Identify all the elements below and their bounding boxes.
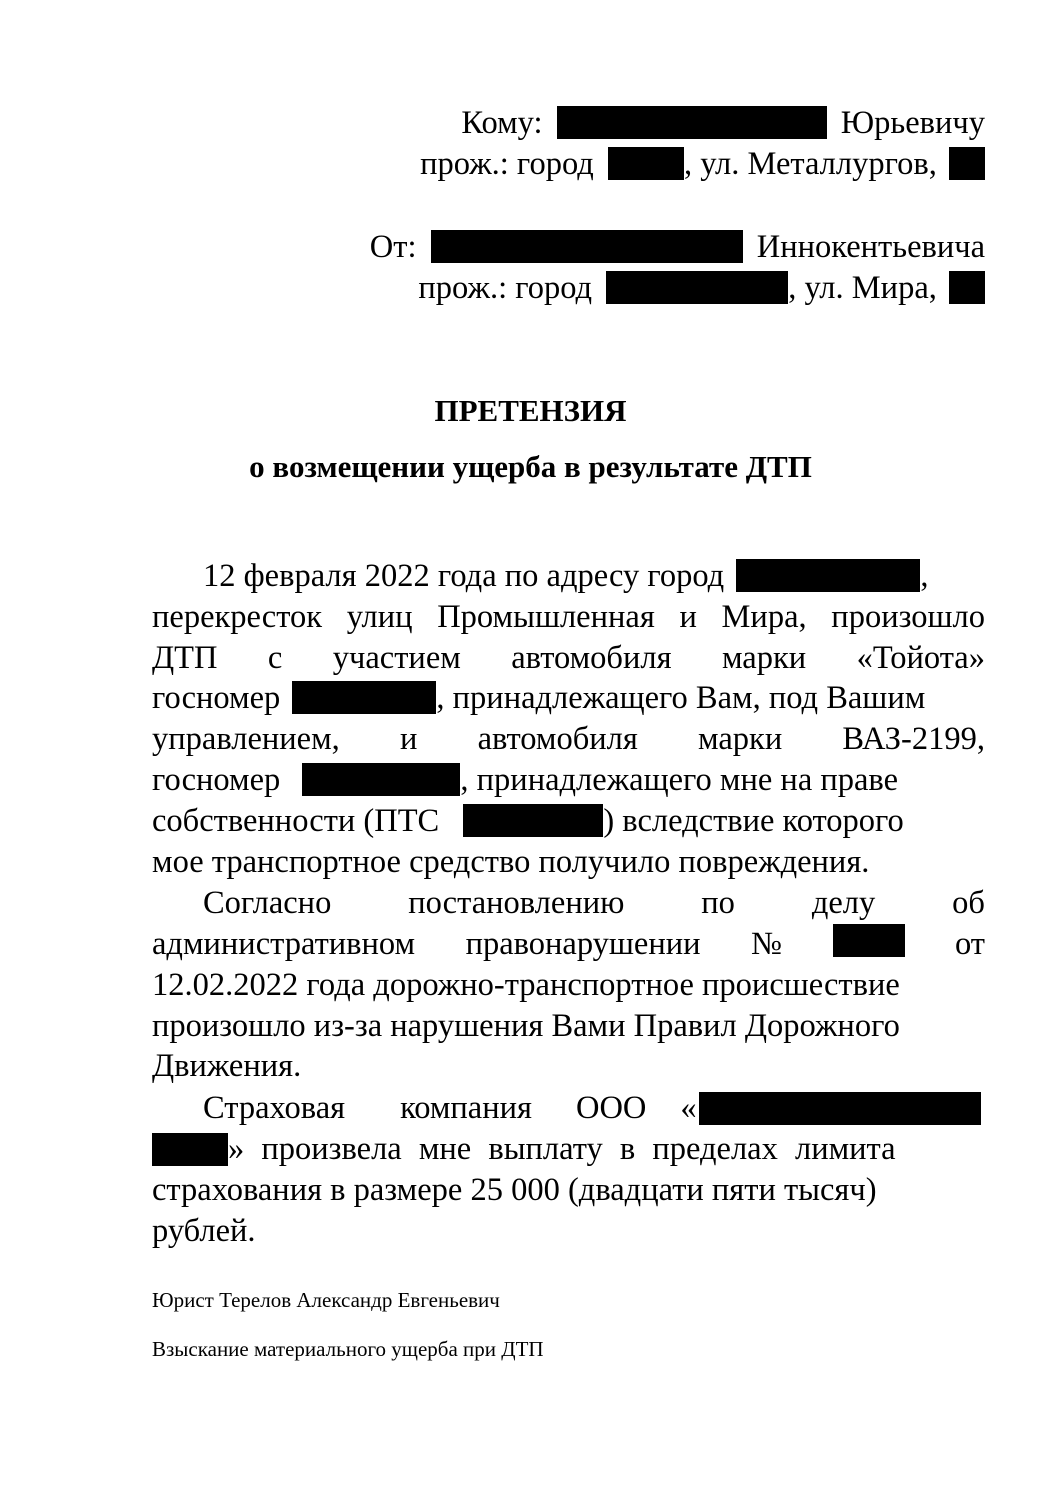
body-text: , <box>920 558 929 594</box>
body-line <box>152 924 985 965</box>
body-word: марки <box>698 721 783 757</box>
redaction-box <box>949 271 985 304</box>
body-word: марки <box>721 640 807 676</box>
sender-patronymic: Иннокентьевича <box>756 229 985 265</box>
body-line <box>152 719 985 760</box>
redaction-box <box>152 1133 228 1166</box>
body-line <box>203 556 928 597</box>
body-word: с <box>267 640 283 676</box>
document-title: ПРЕТЕНЗИЯ <box>434 393 627 428</box>
body-text: , принадлежащего мне на праве <box>460 762 899 798</box>
body-line: Движения. <box>152 1048 302 1084</box>
recipient-patronymic: Юрьевичу <box>840 105 985 141</box>
sender-address-line <box>418 268 985 309</box>
redaction-box <box>736 559 920 592</box>
body-word: улиц <box>346 599 413 635</box>
body-text: собственности (ПТС <box>152 803 440 839</box>
body-word: Страховая <box>203 1090 346 1126</box>
body-text: госномер <box>152 762 281 798</box>
redaction-box <box>431 230 743 263</box>
body-word: постановлению <box>408 885 625 921</box>
footer-topic: Взыскание материального ущерба при ДТП <box>152 1337 544 1361</box>
redaction-box <box>302 763 460 796</box>
redaction-box <box>949 147 985 180</box>
sender-line <box>370 227 985 268</box>
body-word: «Тойота» <box>856 640 985 676</box>
body-line: рублей. <box>152 1213 256 1249</box>
recipient-address-line <box>420 144 985 185</box>
redaction-box <box>606 271 788 304</box>
body-line <box>152 1129 896 1170</box>
sender-address-prefix: прож.: город <box>418 270 593 306</box>
body-word: автомобиля <box>511 640 672 676</box>
body-word: Мира, <box>721 599 807 635</box>
sender-label: От: <box>369 229 417 265</box>
body-line <box>152 597 985 638</box>
body-word: участием <box>332 640 461 676</box>
redaction-box <box>292 681 436 714</box>
redaction-box <box>699 1092 981 1125</box>
body-text: госномер <box>152 680 281 716</box>
body-word: административном <box>152 926 416 962</box>
body-word: № <box>751 926 783 962</box>
body-word: Промышленная <box>437 599 655 635</box>
body-text: » произвела мне выплату в пределах лимита <box>228 1131 896 1167</box>
footer-author: Юрист Терелов Александр Евгеньевич <box>152 1288 500 1312</box>
body-word: по <box>701 885 735 921</box>
body-line: 12.02.2022 года дорожно-транспортное происшествие <box>152 967 900 1003</box>
body-line <box>152 678 925 719</box>
body-word: об <box>952 885 985 921</box>
body-line: мое транспортное средство получило повреждения. <box>152 844 870 880</box>
body-word: от <box>954 926 985 962</box>
body-line <box>203 883 985 924</box>
body-text: 12 февраля 2022 года по адресу город <box>203 558 725 594</box>
body-word: Согласно <box>203 885 332 921</box>
sender-address-street: , ул. Мира, <box>788 270 937 306</box>
recipient-label: Кому: <box>461 105 543 141</box>
redaction-box <box>557 106 827 139</box>
body-line <box>152 760 898 801</box>
document-subtitle: о возмещении ущерба в результате ДТП <box>249 449 812 484</box>
body-word: произошло <box>831 599 985 635</box>
recipient-address-street: , ул. Металлургов, <box>683 146 937 182</box>
body-line: страхования в размере 25 000 (двадцати пяти тысяч) <box>152 1172 877 1208</box>
body-word: ДТП <box>152 640 218 676</box>
body-word: управлением, <box>152 721 340 757</box>
body-word: ООО <box>575 1090 647 1126</box>
redaction-box <box>833 924 905 957</box>
body-line: произошло из-за нарушения Вами Правил Дорожного <box>152 1008 900 1044</box>
body-word: « <box>680 1090 697 1126</box>
recipient-address-prefix: прож.: город <box>420 146 594 182</box>
body-word: перекресток <box>152 599 323 635</box>
body-text: ) вследствие которого <box>603 803 904 839</box>
body-word: ВАЗ-2199, <box>842 721 985 757</box>
body-word: компания <box>400 1090 532 1126</box>
body-word: и <box>399 721 418 757</box>
body-word: и <box>679 599 697 635</box>
recipient-line <box>461 103 985 144</box>
redaction-box <box>608 147 684 180</box>
body-word: делу <box>811 885 876 921</box>
body-word: автомобиля <box>477 721 638 757</box>
body-word: правонарушении <box>465 926 701 962</box>
redaction-box <box>463 804 603 837</box>
body-line <box>152 638 985 679</box>
body-line <box>203 1088 985 1129</box>
body-line <box>152 801 904 842</box>
body-text: , принадлежащего Вам, под Вашим <box>436 680 926 716</box>
